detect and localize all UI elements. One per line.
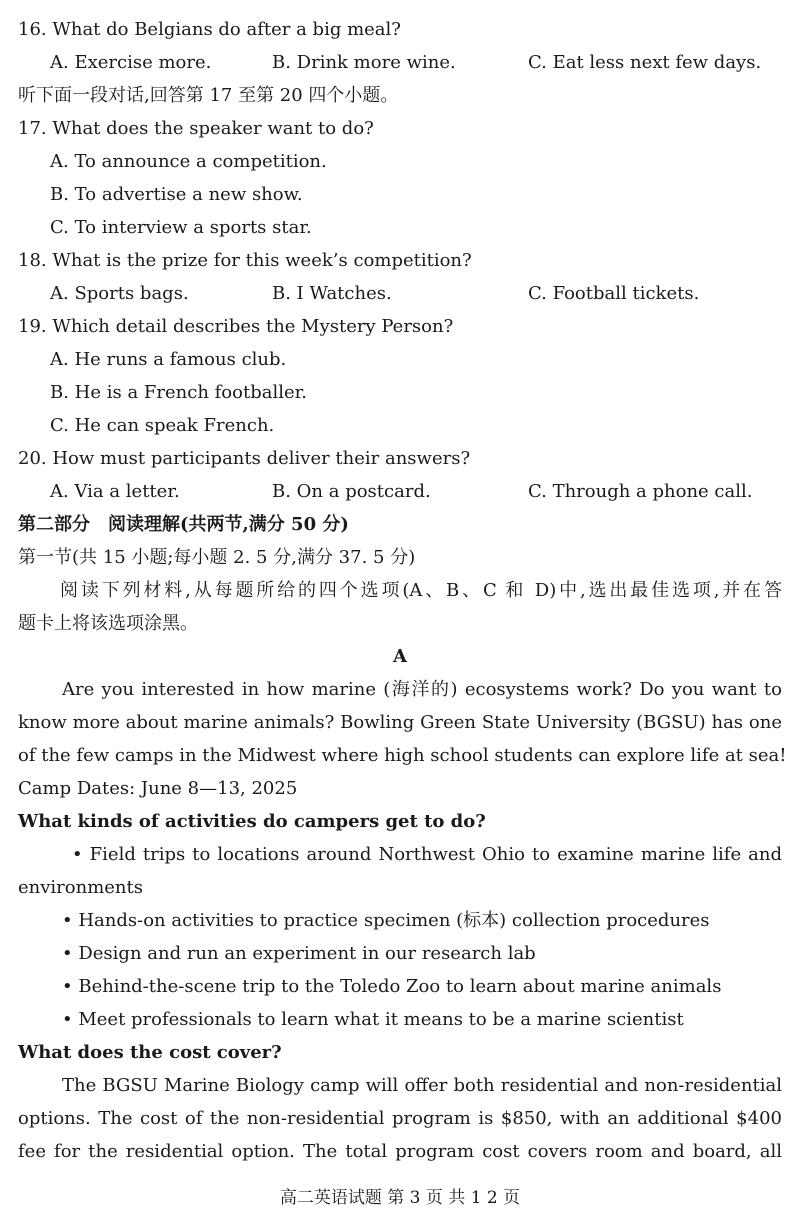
- option-20a: A. Via a letter.: [50, 481, 180, 502]
- instruction-17-20: 听下面一段对话,回答第 17 至第 20 四个小题。: [18, 85, 399, 106]
- page-footer: 高二英语试题 第 3 页 共 1 2 页: [279, 1188, 521, 1208]
- cost-heading: What does the cost cover?: [18, 1042, 282, 1063]
- option-16a: A. Exercise more.: [50, 52, 212, 73]
- question-16-stem: 16. What do Belgians do after a big meal?: [18, 19, 401, 40]
- question-20-stem: 20. How must participants deliver their answers?: [18, 448, 471, 469]
- option-19c: C. He can speak French.: [50, 415, 275, 436]
- bullet-experiment: • Design and run an experiment in our research lab: [62, 943, 536, 964]
- part2-heading: [18, 513, 800, 537]
- question-19-stem: 19. Which detail describes the Mystery Person?: [18, 316, 454, 337]
- passage-label: A: [393, 646, 407, 667]
- bullet-zoo-trip: • Behind-the-scene trip to the Toledo Zoo to learn about marine animals: [62, 976, 722, 997]
- option-19b: B. He is a French footballer.: [50, 382, 307, 403]
- option-16c: C. Eat less next few days.: [528, 52, 762, 73]
- section1-heading: 第一节(共 15 小题;每小题 2. 5 分,满分 37. 5 分): [18, 547, 416, 568]
- option-17c: C. To interview a sports star.: [50, 217, 312, 238]
- bullet-field-trips-line2: environments: [18, 877, 143, 898]
- option-18c: C. Football tickets.: [528, 283, 700, 304]
- activities-heading: What kinds of activities do campers get to do?: [18, 811, 486, 832]
- directions-line-2: 题卡上将该选项涂黑。: [18, 613, 198, 634]
- passage-p1-line1: Are you interested in how marine (海洋的) ecosystems work? Do you want to: [62, 679, 782, 700]
- passage-p1-line3: of the few camps in the Midwest where high school students can explore life at sea!: [18, 745, 787, 766]
- directions-line-1: 阅读下列材料,从每题所给的四个选项(A、B、C 和 D)中,选出最佳选项,并在答: [60, 580, 782, 601]
- option-18a: A. Sports bags.: [50, 283, 189, 304]
- option-17b: B. To advertise a new show.: [50, 184, 303, 205]
- bullet-field-trips-line1: • Field trips to locations around Northwest Ohio to examine marine life and: [72, 844, 782, 865]
- part2-title: 第二部分: [18, 514, 90, 535]
- part2-subtitle: 阅读理解(共两节,满分 50 分): [108, 514, 349, 535]
- question-18-stem: 18. What is the prize for this week’s competition?: [18, 250, 472, 271]
- passage-p1-line2: know more about marine animals? Bowling Green State University (BGSU) has one: [18, 712, 782, 733]
- passage-p2-line2: options. The cost of the non-residential program is $850, with an additional $400: [18, 1108, 782, 1129]
- option-17a: A. To announce a competition.: [50, 151, 327, 172]
- option-18b: B. I Watches.: [272, 283, 392, 304]
- passage-p2-line1: The BGSU Marine Biology camp will offer both residential and non-residential: [62, 1075, 782, 1096]
- passage-p2-line3: fee for the residential option. The total program cost covers room and board, all: [18, 1141, 782, 1162]
- option-16b: B. Drink more wine.: [272, 52, 456, 73]
- camp-dates: Camp Dates: June 8—13, 2025: [18, 778, 298, 799]
- bullet-professionals: • Meet professionals to learn what it means to be a marine scientist: [62, 1009, 684, 1030]
- option-20b: B. On a postcard.: [272, 481, 431, 502]
- option-20c: C. Through a phone call.: [528, 481, 753, 502]
- bullet-hands-on: • Hands-on activities to practice specimen (标本) collection procedures: [62, 910, 710, 931]
- question-17-stem: 17. What does the speaker want to do?: [18, 118, 374, 139]
- option-19a: A. He runs a famous club.: [50, 349, 287, 370]
